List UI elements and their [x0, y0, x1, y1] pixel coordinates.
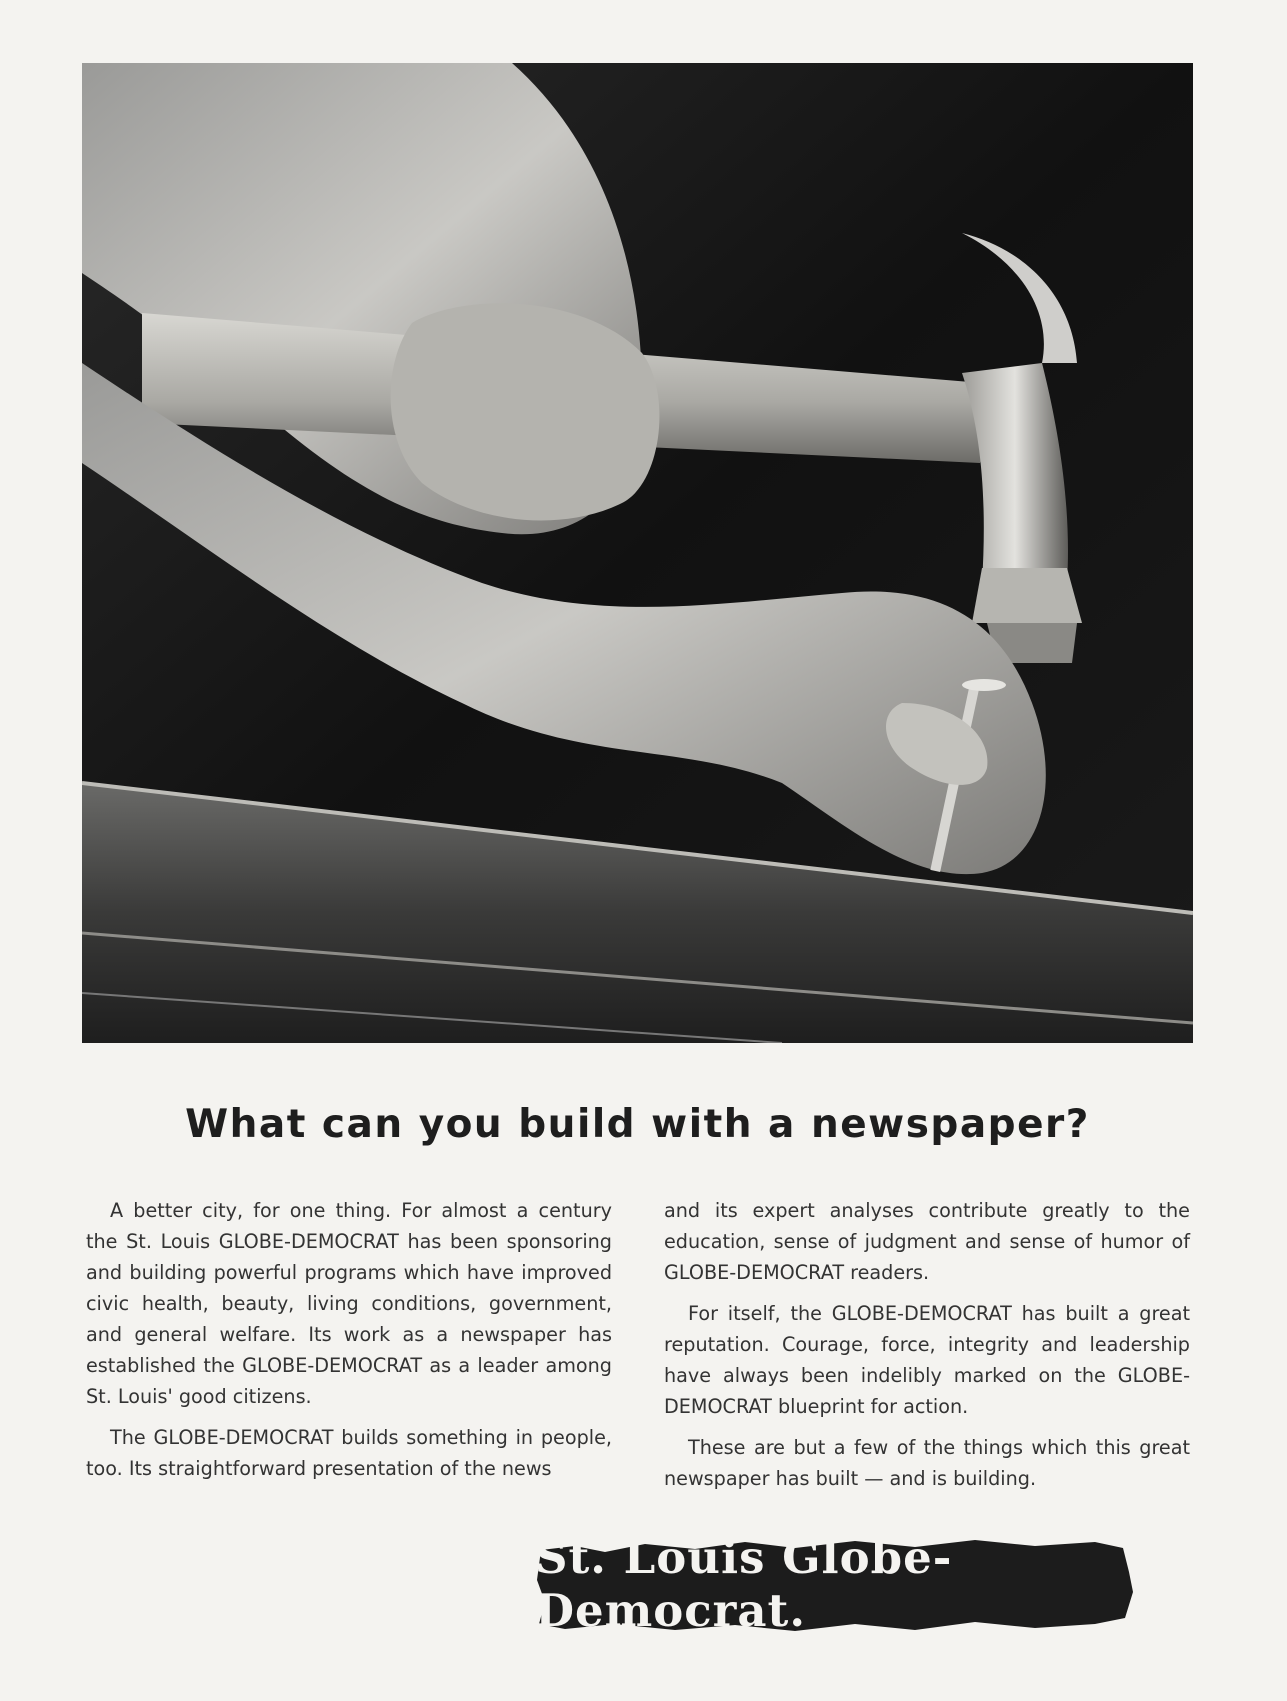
paragraph: The GLOBE-DEMOCRAT builds something in people, too. Its straightforward presentation of the news	[86, 1426, 612, 1480]
left-column	[86, 1195, 612, 1504]
masthead-text: St. Louis Globe-Democrat.	[535, 1531, 953, 1637]
hero-photo	[82, 63, 1193, 1043]
paragraph: and its expert analyses contribute greatly to the education, sense of judgment and sense of humor of GLOBE-DEMOCRAT readers.	[664, 1199, 1190, 1284]
paragraph: A better city, for one thing. For almost a century the St. Louis GLOBE-DEMOCRAT has been sponsoring and building powerful programs which have improved civic health, beauty, living conditions, government, and general welfare. Its work as a newspaper has established the GLOBE-DEMOCRAT as a leader among St. Louis' good citizens.	[86, 1199, 612, 1408]
right-column	[664, 1195, 1190, 1504]
masthead-signature	[535, 1532, 1135, 1636]
hammer-nail-illustration	[82, 63, 1193, 1043]
paragraph: These are but a few of the things which this great newspaper has built — and is building.	[664, 1436, 1190, 1490]
headline: What can you build with a newspaper?	[185, 1102, 1090, 1147]
paragraph: For itself, the GLOBE-DEMOCRAT has built a great reputation. Courage, force, integrity and leadership have always been indelibly marked on the GLOBE-DEMOCRAT blueprint for action.	[664, 1302, 1190, 1418]
body-copy	[86, 1195, 1190, 1504]
